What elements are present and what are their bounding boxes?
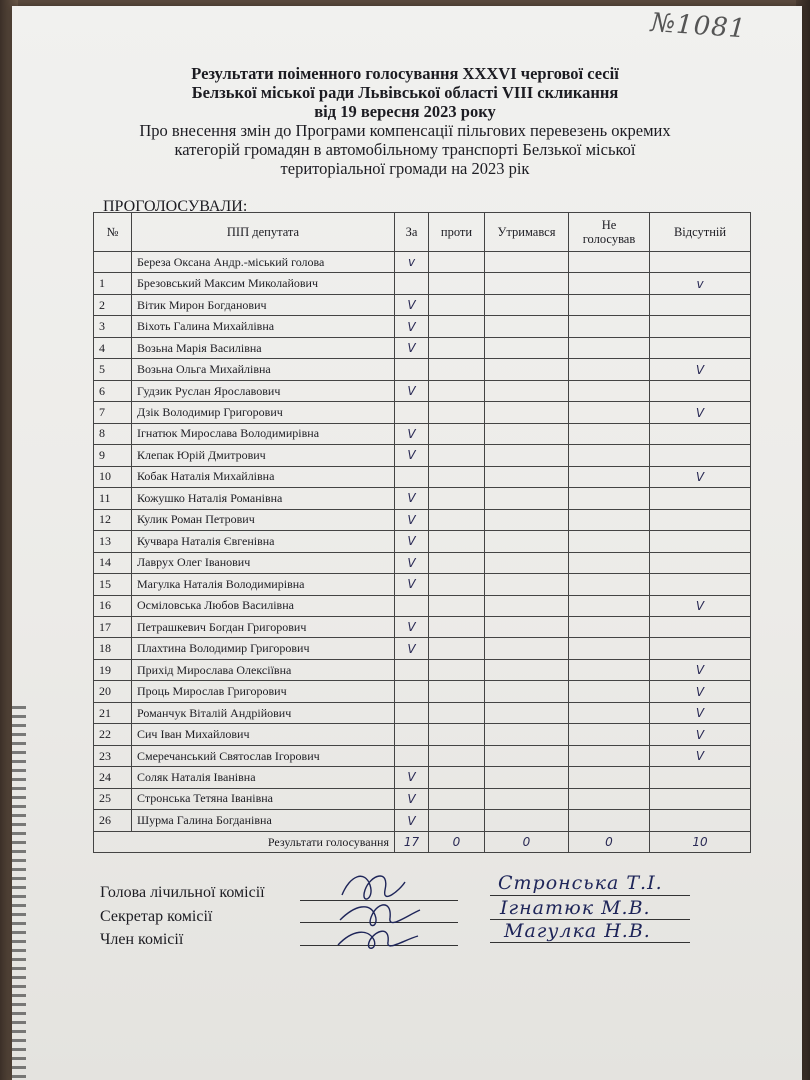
vote-for: V <box>395 509 429 530</box>
table-row <box>94 466 751 487</box>
vote-for <box>395 681 429 702</box>
table-row <box>94 810 751 832</box>
deputy-name: Соляк Наталія Іванівна <box>132 767 395 788</box>
vote-absent <box>650 423 751 444</box>
vote-against <box>429 745 485 766</box>
header-for: За <box>395 213 429 252</box>
vote-for: v <box>395 252 429 273</box>
vote-against <box>429 767 485 788</box>
row-number: 1 <box>94 273 132 294</box>
vote-for: V <box>395 316 429 337</box>
vote-abstained <box>485 466 569 487</box>
row-number: 8 <box>94 423 132 444</box>
vote-for <box>395 273 429 294</box>
totals-label: Результати голосування <box>94 832 395 853</box>
deputy-name: Возьна Ольга Михайлівна <box>132 359 395 380</box>
vote-for <box>395 359 429 380</box>
vote-not-voted <box>569 638 650 659</box>
deputy-name: Сич Іван Михайлович <box>132 724 395 745</box>
vote-abstained <box>485 380 569 401</box>
header-against: проти <box>429 213 485 252</box>
vote-not-voted <box>569 294 650 315</box>
table-row <box>94 595 751 616</box>
vote-absent <box>650 380 751 401</box>
table-row <box>94 380 751 401</box>
table-row <box>94 423 751 444</box>
subject-line-2: категорій громадян в автомобільному транспорті Белзької міської <box>174 140 636 159</box>
vote-absent <box>650 810 751 832</box>
vote-for: V <box>395 337 429 358</box>
vote-not-voted <box>569 380 650 401</box>
binder-holes <box>12 706 26 1080</box>
deputy-name: Прихід Мирослава Олексіївна <box>132 659 395 680</box>
vote-not-voted <box>569 337 650 358</box>
deputy-name: Смеречанський Святослав Ігорович <box>132 745 395 766</box>
deputy-name: Петрашкевич Богдан Григорович <box>132 616 395 637</box>
total-not-voted: 0 <box>569 832 650 853</box>
vote-for <box>395 702 429 723</box>
row-number: 19 <box>94 659 132 680</box>
table-row <box>94 552 751 573</box>
vote-absent: V <box>650 402 751 423</box>
vote-absent: V <box>650 466 751 487</box>
table-row <box>94 402 751 423</box>
table-row <box>94 574 751 595</box>
table-row <box>94 252 751 273</box>
deputy-name: Возьна Марія Василівна <box>132 337 395 358</box>
row-number: 11 <box>94 488 132 509</box>
total-against: 0 <box>429 832 485 853</box>
vote-not-voted <box>569 423 650 444</box>
table-row <box>94 359 751 380</box>
row-number: 10 <box>94 466 132 487</box>
vote-against <box>429 595 485 616</box>
vote-against <box>429 337 485 358</box>
vote-against <box>429 466 485 487</box>
table-row <box>94 488 751 509</box>
vote-not-voted <box>569 531 650 552</box>
vote-abstained <box>485 702 569 723</box>
subject-line-3: територіальної громади на 2023 рік <box>280 159 530 178</box>
vote-not-voted <box>569 316 650 337</box>
vote-against <box>429 252 485 273</box>
vote-against <box>429 552 485 573</box>
deputy-name: Ігнатюк Мирослава Володимирівна <box>132 423 395 444</box>
vote-for: V <box>395 531 429 552</box>
vote-absent <box>650 638 751 659</box>
vote-absent: V <box>650 659 751 680</box>
deputy-name: Осміловська Любов Василівна <box>132 595 395 616</box>
deputy-name: Плахтина Володимир Григорович <box>132 638 395 659</box>
vote-not-voted <box>569 745 650 766</box>
subject-line-1: Про внесення змін до Програми компенсації пільгових перевезень окремих <box>139 121 671 140</box>
vote-not-voted <box>569 702 650 723</box>
vote-not-voted <box>569 681 650 702</box>
name-line-1 <box>490 895 690 896</box>
row-number: 2 <box>94 294 132 315</box>
row-number: 22 <box>94 724 132 745</box>
deputy-name: Кулик Роман Петрович <box>132 509 395 530</box>
vote-for: V <box>395 380 429 401</box>
vote-absent <box>650 767 751 788</box>
table-row <box>94 294 751 315</box>
vote-absent: V <box>650 702 751 723</box>
header-absent: Відсутній <box>650 213 751 252</box>
vote-abstained <box>485 724 569 745</box>
vote-absent <box>650 488 751 509</box>
vote-abstained <box>485 402 569 423</box>
vote-absent: V <box>650 745 751 766</box>
vote-for: V <box>395 488 429 509</box>
vote-against <box>429 702 485 723</box>
table-row <box>94 509 751 530</box>
row-number: 5 <box>94 359 132 380</box>
vote-absent: V <box>650 681 751 702</box>
row-number: 14 <box>94 552 132 573</box>
vote-not-voted <box>569 359 650 380</box>
table-header-row <box>94 213 751 252</box>
vote-not-voted <box>569 509 650 530</box>
vote-against <box>429 380 485 401</box>
vote-absent <box>650 531 751 552</box>
vote-against <box>429 488 485 509</box>
row-number <box>94 252 132 273</box>
vote-for: V <box>395 788 429 809</box>
vote-abstained <box>485 681 569 702</box>
row-number: 13 <box>94 531 132 552</box>
vote-against <box>429 659 485 680</box>
row-number: 23 <box>94 745 132 766</box>
deputy-name: Брезовський Максим Миколайович <box>132 273 395 294</box>
row-number: 20 <box>94 681 132 702</box>
table-row <box>94 316 751 337</box>
vote-absent <box>650 509 751 530</box>
vote-not-voted <box>569 552 650 573</box>
vote-abstained <box>485 531 569 552</box>
vote-abstained <box>485 488 569 509</box>
vote-for: V <box>395 574 429 595</box>
deputy-name: Кобак Наталія Михайлівна <box>132 466 395 487</box>
table-row <box>94 681 751 702</box>
table-row <box>94 445 751 466</box>
deputy-name: Віхоть Галина Михайлівна <box>132 316 395 337</box>
vote-not-voted <box>569 724 650 745</box>
signature-name-3: Магулка Н.В. <box>504 920 651 942</box>
vote-not-voted <box>569 445 650 466</box>
vote-absent: V <box>650 595 751 616</box>
vote-against <box>429 574 485 595</box>
vote-abstained <box>485 595 569 616</box>
vote-abstained <box>485 445 569 466</box>
vote-for: V <box>395 445 429 466</box>
vote-against <box>429 273 485 294</box>
vote-absent: v <box>650 273 751 294</box>
vote-for <box>395 745 429 766</box>
deputy-name: Дзік Володимир Григорович <box>132 402 395 423</box>
header-number: № <box>94 213 132 252</box>
vote-not-voted <box>569 466 650 487</box>
vote-not-voted <box>569 788 650 809</box>
deputy-name: Береза Оксана Андр.-міський голова <box>132 252 395 273</box>
vote-against <box>429 423 485 444</box>
vote-not-voted <box>569 273 650 294</box>
vote-absent <box>650 445 751 466</box>
row-number: 15 <box>94 574 132 595</box>
vote-abstained <box>485 509 569 530</box>
total-for: 17 <box>395 832 429 853</box>
deputy-name: Кожушко Наталія Романівна <box>132 488 395 509</box>
row-number: 17 <box>94 616 132 637</box>
vote-absent <box>650 574 751 595</box>
total-absent: 10 <box>650 832 751 853</box>
vote-abstained <box>485 616 569 637</box>
deputy-name: Шурма Галина Богданівна <box>132 810 395 832</box>
vote-abstained <box>485 810 569 832</box>
table-row <box>94 659 751 680</box>
deputy-name: Гудзик Руслан Ярославович <box>132 380 395 401</box>
title-line-2: Белзької міської ради Львівської області VIII скликання <box>191 83 619 102</box>
vote-for <box>395 402 429 423</box>
vote-absent: V <box>650 724 751 745</box>
row-number: 9 <box>94 445 132 466</box>
vote-abstained <box>485 659 569 680</box>
handwritten-signature-marks <box>330 860 440 955</box>
vote-against <box>429 294 485 315</box>
total-abstained: 0 <box>485 832 569 853</box>
vote-not-voted <box>569 595 650 616</box>
vote-against <box>429 445 485 466</box>
voted-label: ПРОГОЛОСУВАЛИ: <box>103 198 248 215</box>
deputy-name: Магулка Наталія Володимирівна <box>132 574 395 595</box>
vote-for: V <box>395 767 429 788</box>
vote-against <box>429 638 485 659</box>
vote-abstained <box>485 745 569 766</box>
vote-for: V <box>395 810 429 832</box>
signature-role-3: Член комісії <box>100 931 184 948</box>
row-number: 6 <box>94 380 132 401</box>
table-row <box>94 767 751 788</box>
vote-abstained <box>485 552 569 573</box>
row-number: 18 <box>94 638 132 659</box>
vote-not-voted <box>569 810 650 832</box>
vote-for <box>395 595 429 616</box>
row-number: 25 <box>94 788 132 809</box>
vote-for <box>395 466 429 487</box>
row-number: 26 <box>94 810 132 832</box>
votes-table <box>93 212 751 853</box>
vote-against <box>429 788 485 809</box>
table-row <box>94 724 751 745</box>
deputy-name: Проць Мирослав Григорович <box>132 681 395 702</box>
vote-against <box>429 402 485 423</box>
signature-name-1: Стронська Т.І. <box>498 872 663 894</box>
vote-absent <box>650 552 751 573</box>
vote-for: V <box>395 552 429 573</box>
table-row <box>94 745 751 766</box>
row-number: 7 <box>94 402 132 423</box>
row-number: 21 <box>94 702 132 723</box>
deputy-name: Клепак Юрій Дмитрович <box>132 445 395 466</box>
row-number: 24 <box>94 767 132 788</box>
vote-against <box>429 509 485 530</box>
vote-abstained <box>485 359 569 380</box>
row-number: 4 <box>94 337 132 358</box>
vote-absent <box>650 788 751 809</box>
vote-absent <box>650 616 751 637</box>
handwritten-number: №1081 <box>649 7 748 45</box>
vote-against <box>429 724 485 745</box>
vote-for: V <box>395 638 429 659</box>
vote-not-voted <box>569 616 650 637</box>
vote-not-voted <box>569 252 650 273</box>
header-not-voted: Не голосував <box>569 213 650 252</box>
vote-against <box>429 810 485 832</box>
vote-against <box>429 681 485 702</box>
vote-not-voted <box>569 574 650 595</box>
vote-for: V <box>395 616 429 637</box>
vote-not-voted <box>569 767 650 788</box>
vote-abstained <box>485 337 569 358</box>
table-row <box>94 788 751 809</box>
vote-against <box>429 531 485 552</box>
vote-abstained <box>485 423 569 444</box>
vote-abstained <box>485 316 569 337</box>
vote-absent <box>650 316 751 337</box>
title-line-3: від 19 вересня 2023 року <box>314 102 496 121</box>
vote-abstained <box>485 574 569 595</box>
vote-abstained <box>485 767 569 788</box>
vote-against <box>429 316 485 337</box>
vote-not-voted <box>569 488 650 509</box>
vote-absent: V <box>650 359 751 380</box>
vote-for: V <box>395 294 429 315</box>
vote-absent <box>650 337 751 358</box>
row-number: 16 <box>94 595 132 616</box>
header-abstained: Утримався <box>485 213 569 252</box>
vote-abstained <box>485 252 569 273</box>
table-row <box>94 616 751 637</box>
table-row <box>94 273 751 294</box>
vote-abstained <box>485 294 569 315</box>
signature-name-2: Ігнатюк М.В. <box>500 897 651 919</box>
table-row <box>94 337 751 358</box>
vote-absent <box>650 294 751 315</box>
vote-abstained <box>485 638 569 659</box>
signature-role-2: Секретар комісії <box>100 908 213 925</box>
vote-abstained <box>485 273 569 294</box>
deputy-name: Романчук Віталій Андрійович <box>132 702 395 723</box>
row-number: 3 <box>94 316 132 337</box>
vote-for <box>395 724 429 745</box>
table-row <box>94 702 751 723</box>
document-header <box>0 64 810 178</box>
table-row <box>94 531 751 552</box>
name-line-3 <box>490 942 690 943</box>
vote-not-voted <box>569 659 650 680</box>
table-row <box>94 638 751 659</box>
signature-role-1: Голова лічильної комісії <box>100 884 265 901</box>
vote-for <box>395 659 429 680</box>
totals-row <box>94 832 751 853</box>
row-number: 12 <box>94 509 132 530</box>
title-line-1: Результати поіменного голосування XXXVI чергової сесії <box>191 64 619 83</box>
vote-not-voted <box>569 402 650 423</box>
vote-against <box>429 616 485 637</box>
vote-against <box>429 359 485 380</box>
vote-for: V <box>395 423 429 444</box>
deputy-name: Вітик Мирон Богданович <box>132 294 395 315</box>
deputy-name: Кучвара Наталія Євгенівна <box>132 531 395 552</box>
header-name: ПІП депутата <box>132 213 395 252</box>
deputy-name: Стронська Тетяна Іванівна <box>132 788 395 809</box>
vote-absent <box>650 252 751 273</box>
deputy-name: Лаврух Олег Іванович <box>132 552 395 573</box>
vote-abstained <box>485 788 569 809</box>
